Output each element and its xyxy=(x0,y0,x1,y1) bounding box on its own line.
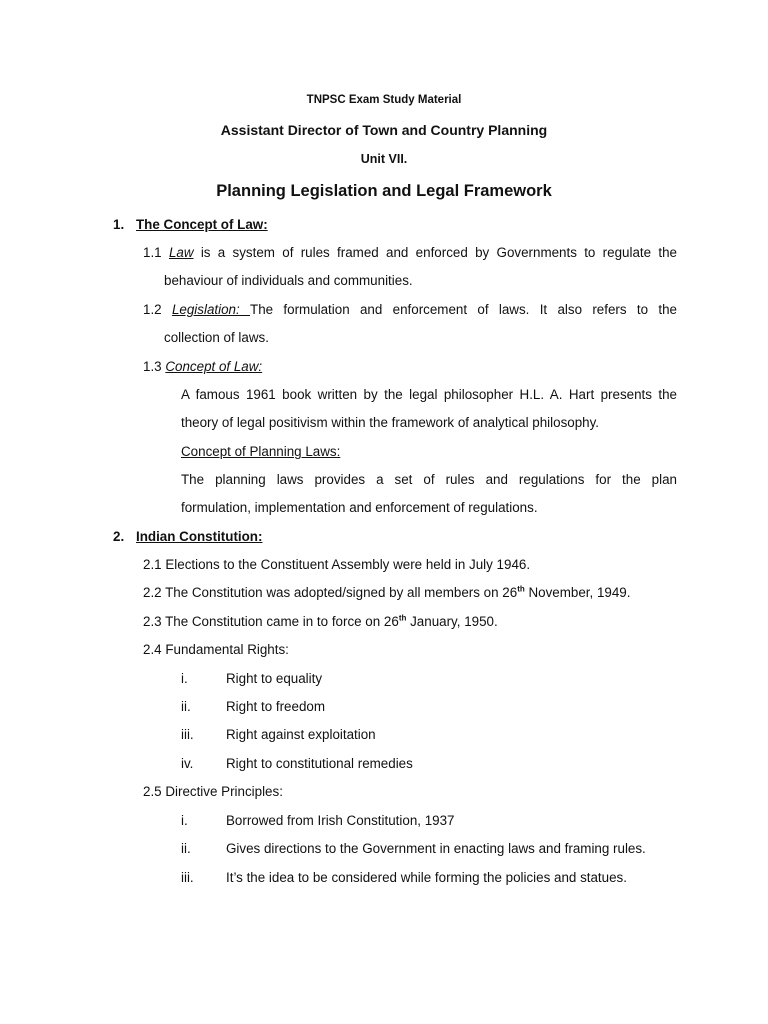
list-item-text: It’s the idea to be considered while forming the policies and statues. xyxy=(226,870,627,885)
s1-1-num: 1.1 xyxy=(143,245,162,260)
list-item-number: iii. xyxy=(181,727,194,742)
s1-2-text1: The formulation and enforcement of laws. It also refers to the xyxy=(250,302,677,317)
list-item-number: ii. xyxy=(181,699,191,714)
s1-3-num: 1.3 xyxy=(143,359,162,374)
s2-4-label: 2.4 Fundamental Rights: xyxy=(143,642,289,657)
list-item-text: Right to freedom xyxy=(226,699,325,714)
list-item-number: iv. xyxy=(181,756,194,771)
list-item-number: i. xyxy=(181,813,188,828)
s1-3-para1-line2: theory of legal positivism within the framework of analytical philosophy. xyxy=(181,415,600,430)
s2-2-post: November, 1949. xyxy=(524,585,631,600)
s2-3-line xyxy=(143,613,498,631)
s1-1-line2: behaviour of individuals and communities. xyxy=(164,273,413,288)
s1-3-para2-line1: The planning laws provides a set of rules and regulations for the plan xyxy=(181,472,677,487)
list-item-text: Right to constitutional remedies xyxy=(226,756,413,771)
s2-3-sup: th xyxy=(398,613,407,623)
s1-2-term: Legislation: xyxy=(171,302,251,317)
s2-2-pre: 2.2 The Constitution was adopted/signed by all members on 26 xyxy=(143,585,518,600)
course-title: Assistant Director of Town and Country Planning xyxy=(220,122,548,138)
page-title: Planning Legislation and Legal Framework xyxy=(216,182,552,200)
s1-2-num: 1.2 xyxy=(143,302,162,317)
s1-1-line1 xyxy=(143,244,677,262)
list-item-number: ii. xyxy=(181,841,191,856)
s1-3-para1-line1: A famous 1961 book written by the legal philosopher H.L. A. Hart presents the xyxy=(181,387,677,402)
unit-label: Unit VII. xyxy=(360,152,408,166)
s2-3-pre: 2.3 The Constitution came in to force on 26 xyxy=(143,614,399,629)
s2-5-label: 2.5 Directive Principles: xyxy=(143,784,283,799)
s1-1-term: Law xyxy=(168,245,194,260)
s1-2-line1 xyxy=(143,301,677,319)
s2-1-line: 2.1 Elections to the Constituent Assembly were held in July 1946. xyxy=(143,557,531,572)
section2-heading: Indian Constitution: xyxy=(136,529,263,544)
material-label: TNPSC Exam Study Material xyxy=(306,94,462,106)
list-item-text: Borrowed from Irish Constitution, 1937 xyxy=(226,813,455,828)
list-item-text: Gives directions to the Government in enacting laws and framing rules. xyxy=(226,841,646,856)
list-item-number: iii. xyxy=(181,870,194,885)
s1-3-para2-line2: formulation, implementation and enforcement of regulations. xyxy=(181,500,538,515)
section1-heading: The Concept of Law: xyxy=(136,217,268,232)
s2-2-sup: th xyxy=(517,584,525,594)
list-item-number: i. xyxy=(181,671,188,686)
s1-3-term: Concept of Law: xyxy=(165,359,263,374)
s1-2-line2: collection of laws. xyxy=(164,330,269,345)
list-item-text: Right to equality xyxy=(226,671,323,686)
section2-number: 2. xyxy=(113,529,125,544)
s2-2-line xyxy=(143,584,630,602)
list-item-text: Right against exploitation xyxy=(226,727,376,742)
section1-number: 1. xyxy=(113,217,125,232)
s1-3-heading xyxy=(143,358,262,376)
s2-3-post: January, 1950. xyxy=(406,614,498,629)
s1-3-subheading: Concept of Planning Laws: xyxy=(181,444,341,459)
s1-1-text1: is a system of rules framed and enforced by Governments to regulate the xyxy=(193,245,677,260)
